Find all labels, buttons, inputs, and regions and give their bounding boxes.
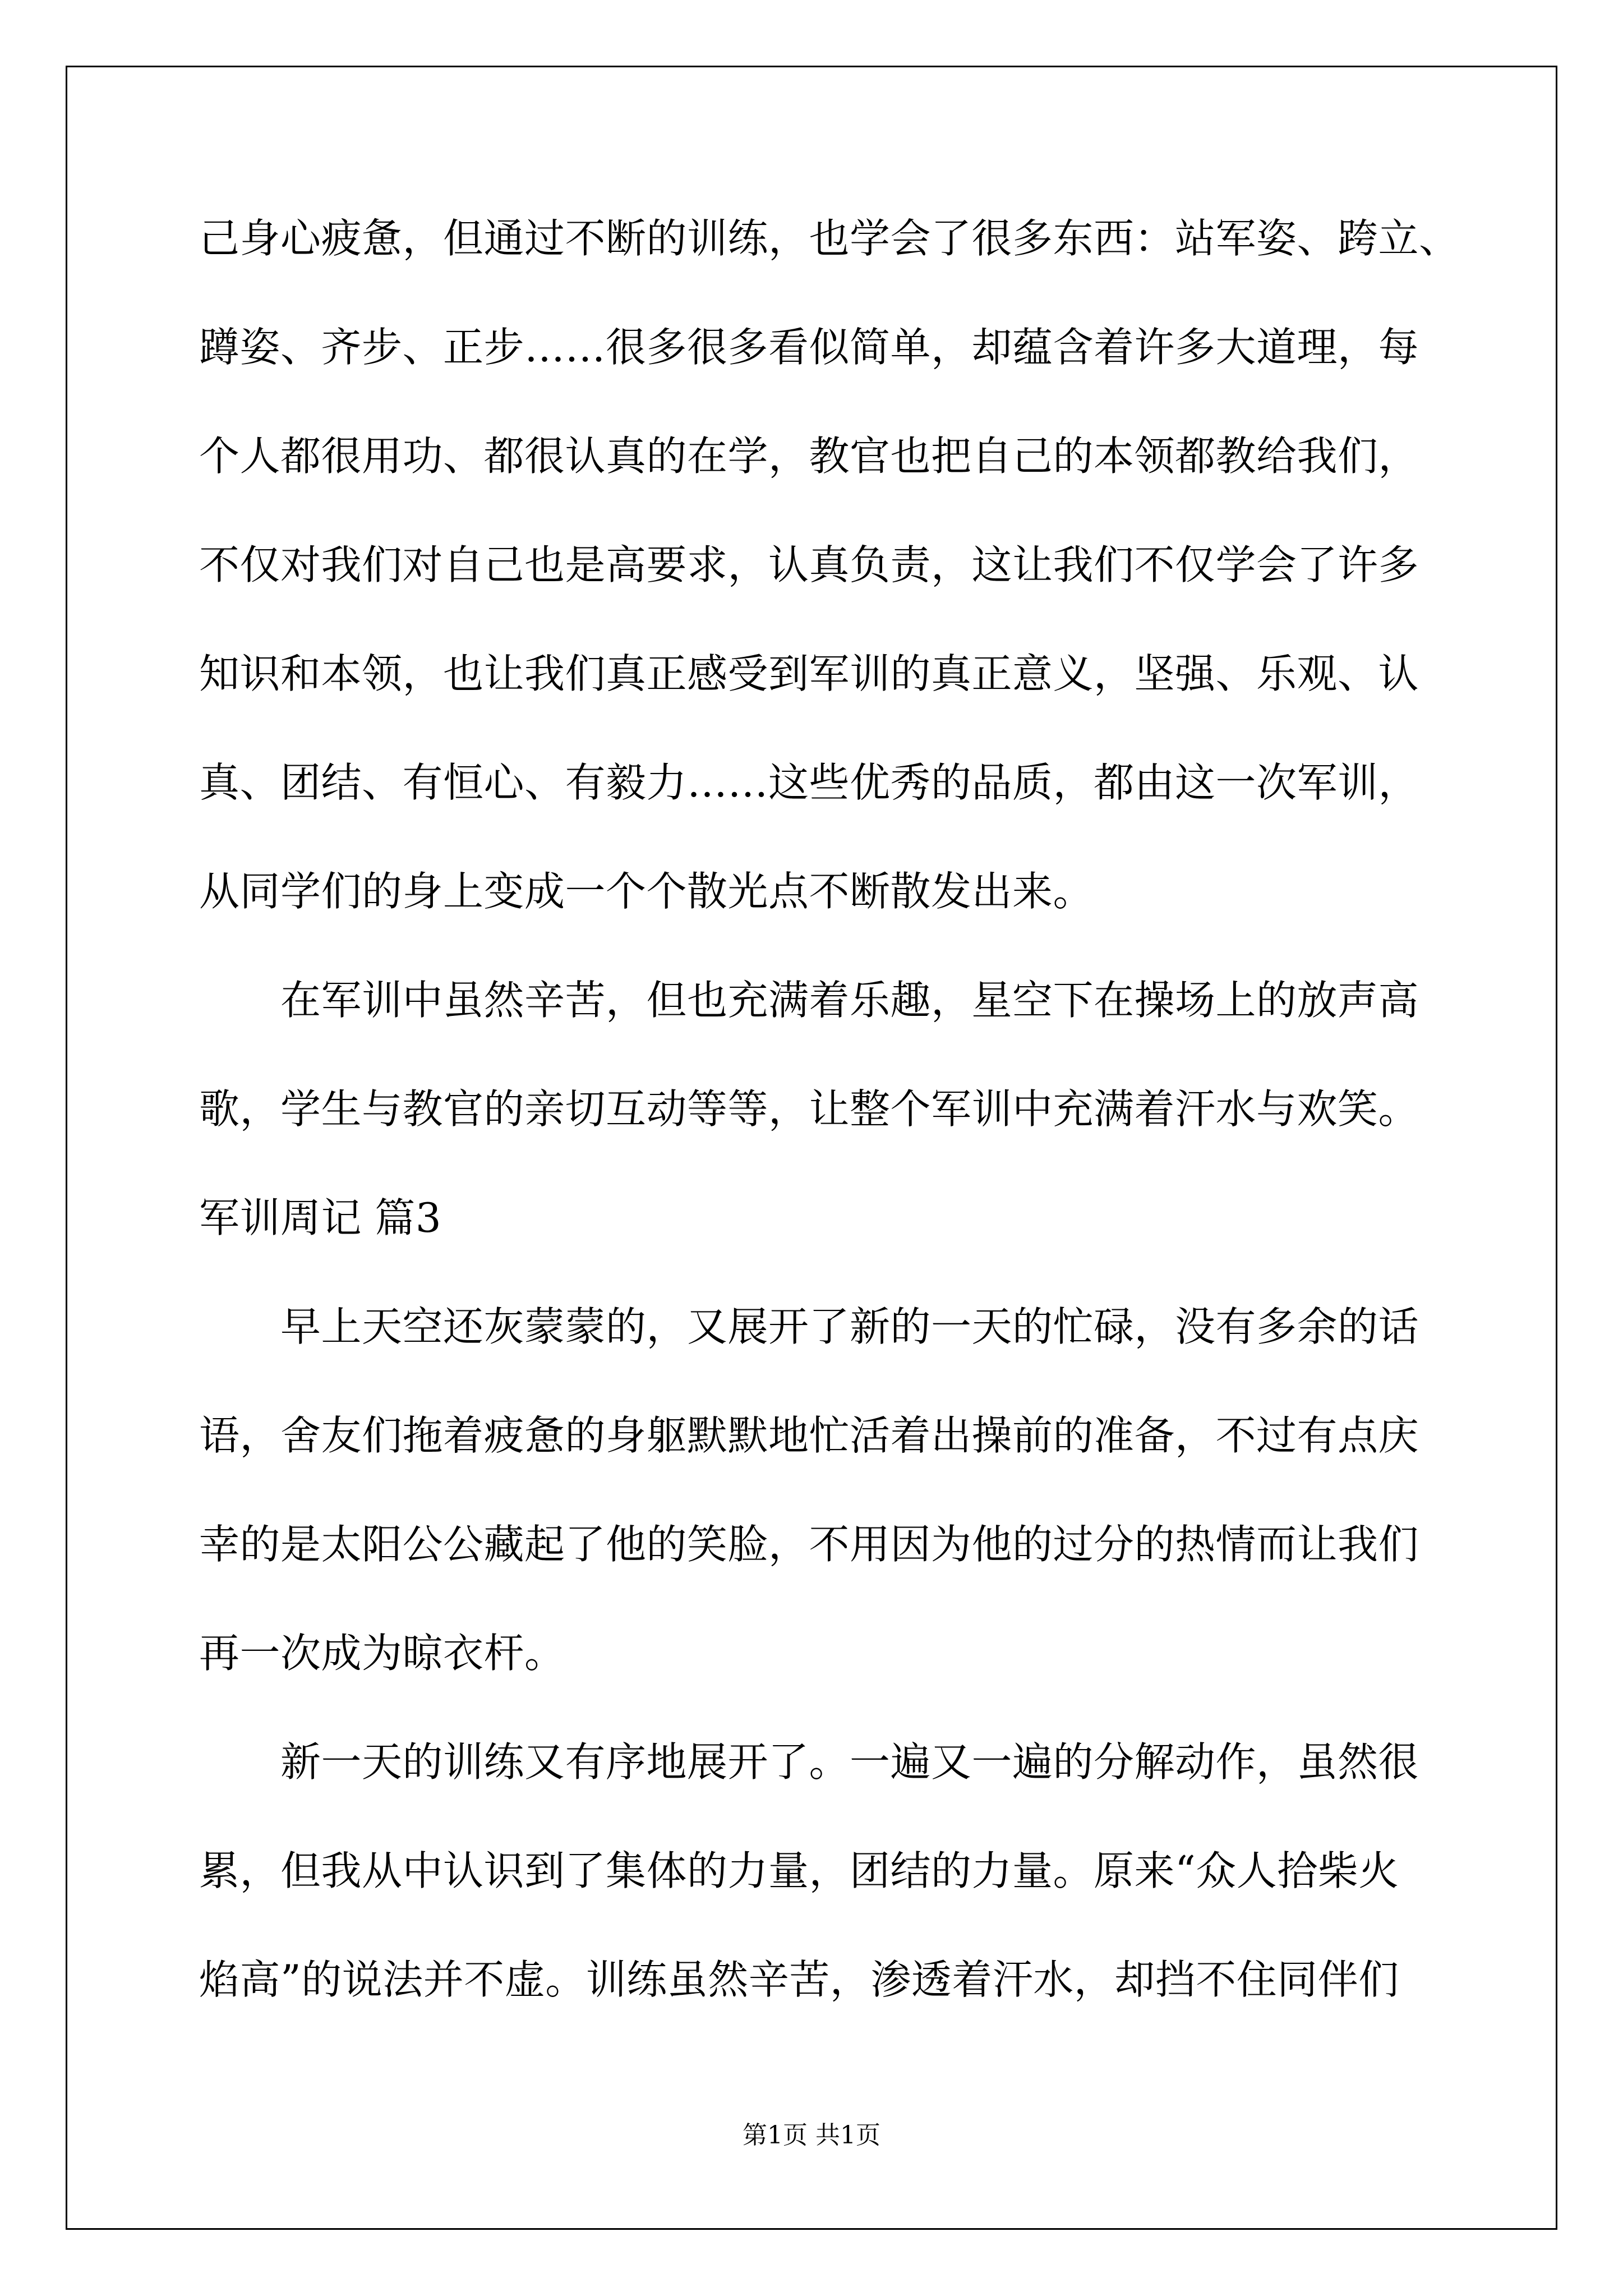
- text-line: 焰高”的说法并不虚。训练虽然辛苦，渗透着汗水，却挡不住同伴们: [199, 1956, 1399, 2003]
- text-line: 蹲姿、齐步、正步……很多很多看似简单，却蕴含着许多大道理，每: [199, 324, 1419, 371]
- paragraph-start-line: 在军训中虽然辛苦，但也充满着乐趣，星空下在操场上的放声高: [280, 977, 1419, 1024]
- text-line: 真、团结、有恒心、有毅力……这些优秀的品质，都由这一次军训，: [199, 759, 1419, 806]
- paragraph-start-line: 早上天空还灰蒙蒙的，又展开了新的一天的忙碌，没有多余的话: [280, 1303, 1419, 1350]
- text-line: 歌，学生与教官的亲切互动等等，让整个军训中充满着汗水与欢笑。: [199, 1085, 1419, 1133]
- text-line: 语，舍友们拖着疲惫的身躯默默地忙活着出操前的准备，不过有点庆: [199, 1412, 1419, 1459]
- text-line: 幸的是太阳公公藏起了他的笑脸，不用因为他的过分的热情而让我们: [199, 1521, 1419, 1568]
- document-body: [199, 208, 1472, 2058]
- text-line: 累，但我从中认识到了集体的力量，团结的力量。原来“众人拾柴火: [199, 1847, 1399, 1894]
- text-line: 从同学们的身上变成一个个散光点不断散发出来。: [199, 868, 1094, 915]
- section-heading: 军训周记 篇3: [199, 1194, 442, 1241]
- text-line: 己身心疲惫，但通过不断的训练，也学会了很多东西：站军姿、跨立、: [199, 215, 1460, 262]
- text-line: 不仅对我们对自己也是高要求，认真负责，这让我们不仅学会了许多: [199, 541, 1419, 588]
- text-line: 再一次成为晾衣杆。: [199, 1630, 565, 1677]
- paragraph-start-line: 新一天的训练又有序地展开了。一遍又一遍的分解动作，虽然很: [280, 1738, 1419, 1786]
- text-line: 个人都很用功、都很认真的在学，教官也把自己的本领都教给我们，: [199, 432, 1419, 480]
- page-footer: [0, 2115, 1623, 2151]
- text-line: 知识和本领，也让我们真正感受到军训的真正意义，坚强、乐观、认: [199, 650, 1419, 697]
- page-number-label: 第1页 共1页: [743, 2121, 880, 2150]
